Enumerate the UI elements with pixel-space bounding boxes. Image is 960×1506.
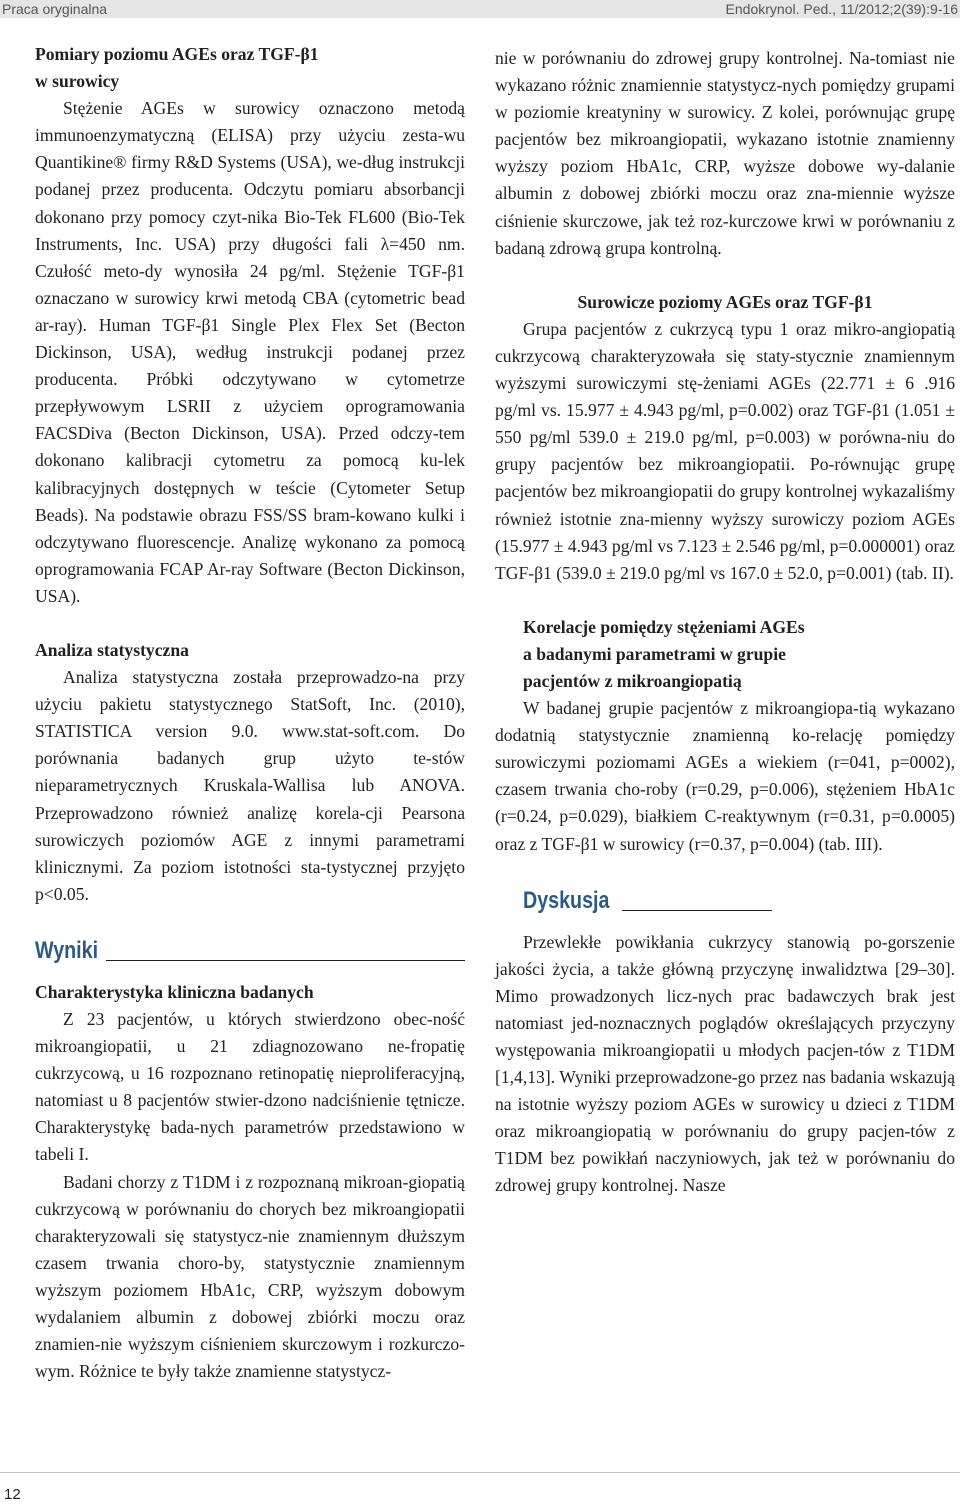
section-title-correlations: Korelacje pomiędzy stężeniami AGEs a badanymi parametrami w grupie pacjentów z mikroangiopatią (523, 616, 805, 691)
paragraph-clinical-1: Z 23 pacjentów, u których stwierdzono obec-ność mikroangiopatii, u 21 zdiagnozowano ne-fropatię cukrzycową, u 16 rozpoznano retinopatię nieproliferacyjną, natomiast u 8 pacjentów stwier-dzono nadciśnienie tętnicze. Charakterystykę bada-nych parametrów przedstawiono w tabeli I. (35, 1009, 466, 1165)
discussion-heading (495, 885, 955, 915)
paragraph-discussion: Przewlekłe powikłania cukrzycy stanowią po-gorszenie jakości życia, a także główną przyczynę inwalidztwa [29–30]. Mimo prowadzonych licz-nych prac badawczych brak jest natomiast jed-noznacznych poglądów określających przyczyny występowania mikroangiopatii u młodych pacjen-tów z T1DM [1,4,13]. Wyniki przeprowadzone-go przez nas badania wskazują na istotnie wyższy poziom AGEs w surowicy u dzieci z T1DM oraz mikroangiopatią w porównaniu do grupy pacjen-tów z T1DM bez powikłań naczyniowych, jak też w porównaniu do zdrowej grupy kontrolnej. Nasze (495, 931, 956, 1196)
paragraph-correlations: W badanej grupie pacjentów z mikroangiopa-tią wykazano dodatnią statystycznie znamienną ko-relację pomiędzy surowiczymi poziomami AGEs a wiekiem (r=041, p=0002), czasem trwania cho-roby (r=0.29, p=0.006), stężeniem HbA1c (r=0.24, p=0.029), białkiem C-reaktywnym (r=0.31, p=0.0005) oraz z TGF-β1 w surowicy (r=0.37, p=0.004) (tab. III). (495, 698, 955, 854)
results-heading-rule (106, 960, 465, 961)
discussion-heading-rule (622, 910, 772, 911)
left-column (35, 41, 465, 1385)
journal-citation: Endokrynol. Ped., 11/2012;2(39):9-16 (725, 1, 958, 17)
paragraph-statistics: Analiza statystyczna została przeprowadzo-na przy użyciu pakietu statystycznego StatSoft, Inc. (2010), STATISTICA version 9.0. www.stat-soft.com. Do porównania badanych grup użyto te-stów nieparametrycznych Kruskala-Wallisa lub ANOVA. Przeprowadzono również analizę korela-cji Pearsona surowiczych poziomów AGE z innymi parametrami klinicznymi. Za poziom istotności sta-tystycznej przyjęto p<0.05. (35, 667, 466, 904)
discussion-heading-text: Dyskusja (523, 886, 610, 914)
paragraph-ages-measurement: Stężenie AGEs w surowicy oznaczono metodą immunoenzymatyczną (ELISA) przy użyciu zesta-wu Quantikine® firmy R&D Systems (USA), we-dług instrukcji podanej przez producenta. Odczytu pomiaru absorbancji dokonano przy pomocy czyt-nika Bio-Tek FL600 (Bio-Tek Instruments, Inc. USA) przy długości fali λ=450 nm. Czułość meto-dy wynosiła 24 pg/ml. Stężenie TGF-β1 oznaczano w surowicy krwi metodą CBA (cytometric bead ar-ray). Human TGF-β1 Single Plex Flex Set (Becton Dickinson, USA), według instrukcji podanej przez producenta. Próbki odczytywano w cytometrze przepływowym LSRII z użyciem oprogramowania FACSDiva (Becton Dickinson, USA). Przed odczy-tem dokonano kalibracji cytometru za pomocą ku-lek kalibracyjnych dostępnych w teście (Cytometer Setup Beads). Na podstawie obrazu FSS/SS bram-kowano kulki i odczytywano fluorescencje. Analizę wykonano za pomocą oprogramowania FCAP Ar-ray Software (Becton Dickinson, USA). (35, 98, 466, 606)
section-title-ages-measurement: Pomiary poziomu AGEs oraz TGF-β1 w surowicy (35, 44, 319, 92)
journal-header (0, 0, 960, 18)
paragraph-results-continued: nie w porównaniu do zdrowej grupy kontrolnej. Na-tomiast nie wykazano różnic znamiennie statystycz-nych pomiędzy grupami w poziomie kreatyniny w surowicy. Z kolei, porównując grupę pacjentów bez mikroangiopatii, wykazano istotnie znamienny wyższy poziom HbA1c, CRP, wyższe dobowe wy-dalanie albumin z dobowej zbiórki moczu oraz zna-miennie wyższe ciśnienie skurczowe, jak też roz-kurczowe krwi w porównaniu z badaną zdrową grupa kontrolną. (495, 48, 956, 258)
section-title-serum-levels: Surowicze poziomy AGEs oraz TGF-β1 (577, 291, 873, 312)
paragraph-serum-levels: Grupa pacjentów z cukrzycą typu 1 oraz mikro-angiopatią cukrzycową charakteryzowała się staty-stycznie znamiennym wyższymi surowiczymi stę-żeniami AGEs (22.771 ± 6 .916 pg/ml vs. 15.977 ± 4.943 pg/ml, p=0.002) oraz TGF-β1 (1.051 ± 550 pg/ml 539.0 ± 219.0 pg/ml, p=0.003) w porówna-niu do grupy pacjentów bez mikroangiopatii. Po-równując grupę pacjentów bez mikroangiopatii do grupy kontrolnej wykazaliśmy również istotnie zna-mienny wyższy surowiczy poziom AGEs (15.977 ± 4.943 pg/ml vs 7.123 ± 2.546 pg/ml, p=0.000001) oraz TGF-β1 (539.0 ± 219.0 pg/ml vs 167.0 ± 52.0, p=0.001) (tab. II). (495, 318, 956, 583)
page-number: 12 (4, 1486, 21, 1503)
section-title-clinical-characteristics: Charakterystyka kliniczna badanych (35, 981, 314, 1002)
section-title-statistics: Analiza statystyczna (35, 639, 189, 660)
results-heading (35, 935, 465, 965)
results-heading-text: Wyniki (35, 936, 99, 964)
paragraph-clinical-2: Badani chorzy z T1DM i z rozpoznaną mikroan-giopatią cukrzycową w porównaniu do chorych bez mikroangiopatii charakteryzowali się statystycz-nie znamiennym dłuższym czasem trwania choro-by, statystycznie znamiennym wyższym poziomem HbA1c, CRP, wyższym dobowym wydalaniem albumin z dobowej zbiórki moczu oraz znamien-nie wyższym ciśnieniem skurczowym i rozkurczo-wym. Różnice te były także znamienne statystycz- (35, 1171, 465, 1382)
right-column (495, 45, 955, 1200)
article-type: Praca oryginalna (2, 1, 108, 17)
footer-rule (0, 1472, 960, 1473)
